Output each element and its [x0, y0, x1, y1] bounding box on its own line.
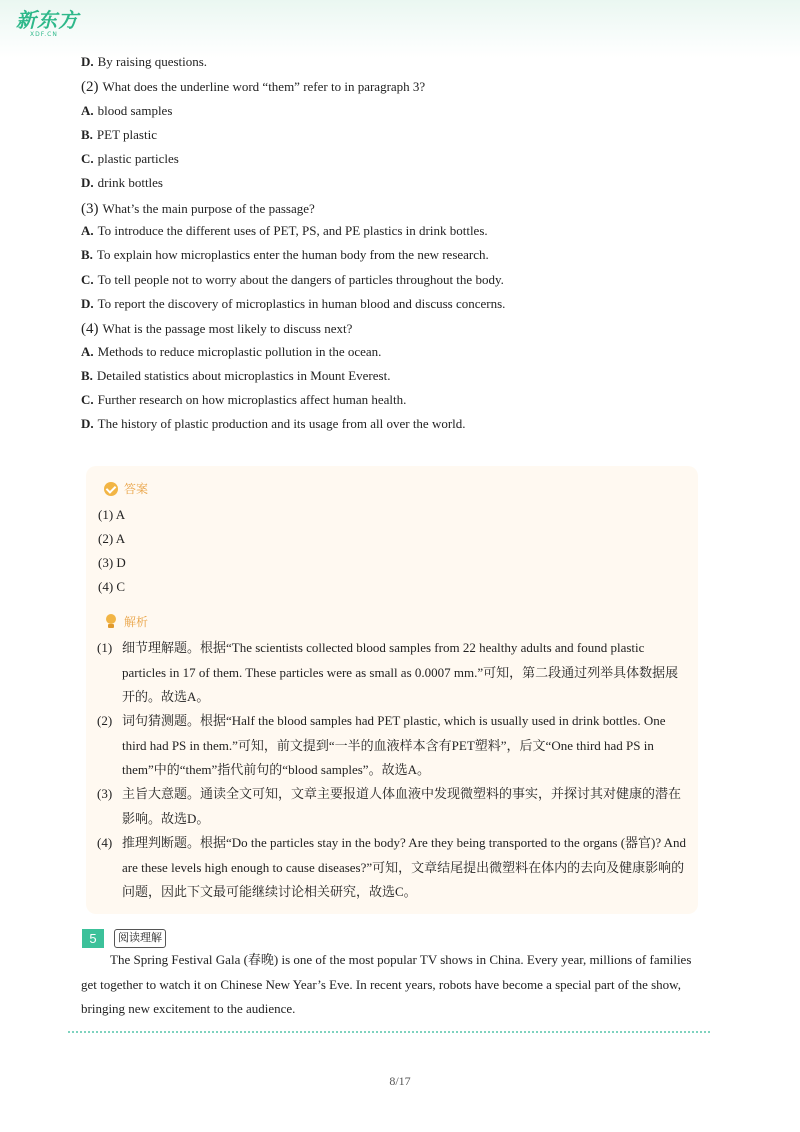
option-text: PET plastic	[96, 127, 157, 142]
option-text: To explain how microplastics enter the human body from the new research.	[96, 247, 489, 262]
question-number: (4)	[81, 321, 99, 337]
question-text: What is the passage most likely to discuss next?	[102, 321, 353, 336]
analysis-number: (2)	[97, 713, 113, 728]
dotted-divider	[68, 1031, 710, 1033]
option-text: To introduce the different uses of PET, PS, and PE plastics in drink bottles.	[97, 223, 488, 238]
option-text: Further research on how microplastics affect human health.	[97, 392, 407, 407]
option-text: To tell people not to worry about the dangers of particles throughout the body.	[97, 272, 504, 287]
logo-domain: XDF.CN	[30, 31, 58, 38]
option-line	[81, 174, 163, 192]
option-letter: C.	[81, 392, 94, 407]
option-letter: A.	[81, 223, 94, 238]
option-text: To report the discovery of microplastics in human blood and discuss concerns.	[97, 296, 506, 311]
option-text: The history of plastic production and its usage from all over the world.	[97, 416, 466, 431]
option-letter: C.	[81, 151, 94, 166]
question-number: (3)	[81, 201, 99, 217]
answer-title: 答案	[124, 482, 149, 496]
question-stem	[81, 320, 352, 338]
logo-text: 新东方	[16, 8, 79, 32]
answer-item: (3) D	[98, 555, 126, 570]
option-letter: A.	[81, 344, 94, 359]
option-line	[81, 126, 157, 144]
option-text: blood samples	[97, 103, 173, 118]
option-line	[81, 246, 489, 264]
analysis-item	[97, 709, 687, 783]
option-text: drink bottles	[97, 175, 163, 190]
question-text: What does the underline word “them” refer to in paragraph 3?	[102, 79, 426, 94]
answer-item: (4) C	[98, 579, 126, 594]
option-line	[81, 222, 488, 240]
option-line	[81, 415, 466, 433]
analysis-number: (4)	[97, 835, 113, 850]
option-letter: D.	[81, 416, 94, 431]
analysis-heading	[104, 613, 148, 630]
analysis-item	[97, 636, 687, 710]
option-letter: A.	[81, 103, 94, 118]
answer-heading	[104, 480, 148, 497]
option-line	[81, 150, 179, 168]
analysis-text: 细节理解题。根据“The scientists collected blood samples from 22 healthy adults and found plastic particles in 17 of them. These particles were as small as 0.0007 mm.”可知，第二段通过列举具体数据展开的。故选A。	[122, 640, 679, 704]
section-type-tag: 阅读理解	[114, 929, 166, 948]
answer-item: (1) A	[98, 507, 126, 522]
option-line	[81, 367, 390, 385]
option-line	[81, 53, 207, 71]
check-circle-icon	[104, 482, 118, 496]
reading-paragraph: The Spring Festival Gala (春晚) is one of the most popular TV shows in China. Every year, millions of families get together to watch it on Chinese New Year’s Eve. In recent years, robots have become a special part of the show, bringing new excitement to the audience.	[81, 952, 692, 1016]
option-line	[81, 271, 504, 289]
question-stem	[81, 78, 425, 96]
brand-logo[interactable]	[16, 8, 86, 40]
analysis-text: 主旨大意题。通读全文可知，文章主要报道人体血液中发现微塑料的事实，并探讨其对健康的潜在影响。故选D。	[122, 786, 682, 826]
page-number: 8/17	[389, 1074, 411, 1088]
option-letter: B.	[81, 368, 93, 383]
header-bar	[0, 0, 800, 58]
option-line	[81, 295, 505, 313]
analysis-number: (3)	[97, 786, 113, 801]
option-line	[81, 343, 381, 361]
option-line	[81, 102, 172, 120]
option-letter: D.	[81, 296, 94, 311]
analysis-number: (1)	[97, 640, 113, 655]
lightbulb-icon	[104, 614, 118, 630]
option-text: plastic particles	[97, 151, 179, 166]
option-letter: C.	[81, 272, 94, 287]
question-number: (2)	[81, 79, 99, 95]
option-letter: D.	[81, 54, 94, 69]
option-line	[81, 391, 406, 409]
analysis-item	[97, 782, 687, 831]
analysis-item	[97, 831, 687, 905]
option-letter: B.	[81, 127, 93, 142]
question-number-badge: 5	[82, 929, 104, 948]
analysis-text: 推理判断题。根据“Do the particles stay in the body? Are they being transported to the organs (器官)? And are these levels high enough to cause diseases?”可知，文章结尾提出微塑料在体内的去向及健康影响的问题，因此下文最可能继续讨论相关研究，故选C。	[122, 835, 687, 899]
analysis-title: 解析	[124, 615, 149, 629]
answer-item: (2) A	[98, 531, 126, 546]
option-text: Methods to reduce microplastic pollution in the ocean.	[97, 344, 382, 359]
question-stem	[81, 200, 315, 218]
analysis-text: 词句猜测题。根据“Half the blood samples had PET plastic, which is usually used in drink bottles. One third had PS in them.”可知，前文提到“一半的血液样本含有PET塑料”，后文“One third had PS in them”中的“them”指代前句的“blood samples”。故选A。	[122, 713, 666, 777]
question-text: What’s the main purpose of the passage?	[102, 201, 315, 216]
option-text: Detailed statistics about microplastics in Mount Everest.	[96, 368, 391, 383]
option-letter: B.	[81, 247, 93, 262]
option-text: By raising questions.	[97, 54, 208, 69]
option-letter: D.	[81, 175, 94, 190]
